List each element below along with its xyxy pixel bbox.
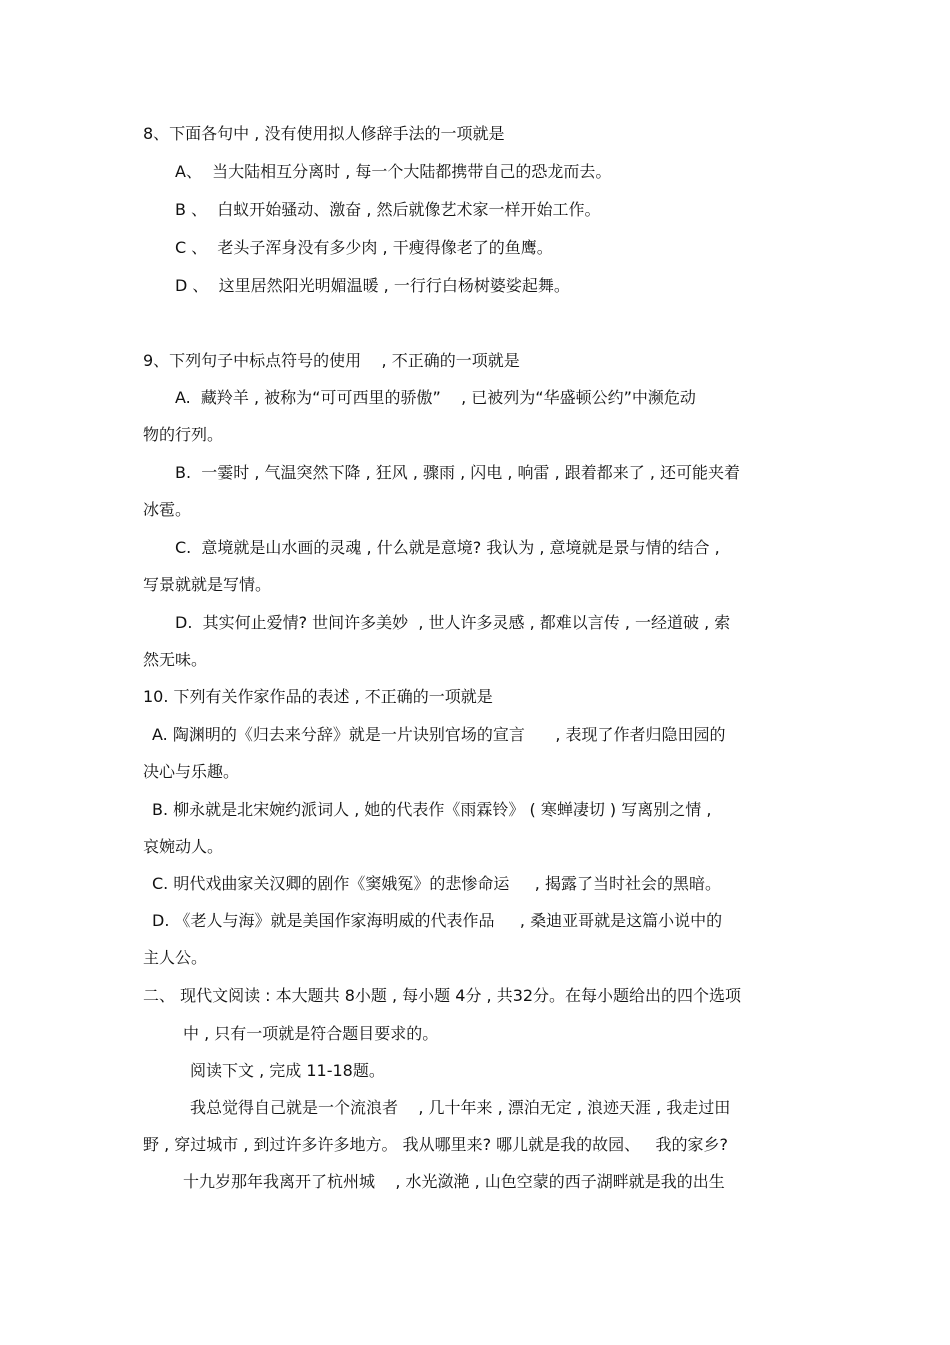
question-10-option-a: A. 陶渊明的《归去来兮辞》就是一片诀别官场的宣言 , 表现了作者归隐田园的 — [152, 725, 726, 744]
question-10-option-c: C. 明代戏曲家关汉卿的剧作《窦娥冤》的悲惨命运 , 揭露了当时社会的黑暗。 — [152, 874, 721, 893]
question-9-option-d: D. 其实何止爱情? 世间许多美妙 , 世人许多灵感 , 都难以言传 , 一经道破 , 索 — [175, 613, 731, 632]
question-9-option-a-cont: 物的行列。 — [143, 425, 224, 444]
question-10-stem: 10. 下列有关作家作品的表述 , 不正确的一项就是 — [143, 687, 493, 706]
section-2-heading: 二、 现代文阅读 : 本大题共 8小题 , 每小题 4分 , 共32分。在每小题给出的四个选项 — [143, 986, 742, 1005]
question-10-option-d: D. 《老人与海》就是美国作家海明威的代表作品 , 桑迪亚哥就是这篇小说中的 — [152, 911, 723, 930]
question-10-option-b: B. 柳永就是北宋婉约派词人 , 她的代表作《雨霖铃》 ( 寒蝉凄切 ) 写离别之情 , — [152, 800, 712, 819]
reading-instruction: 阅读下文 , 完成 11-18题。 — [190, 1061, 385, 1080]
passage-paragraph-1-cont: 野 , 穿过城市 , 到过许多许多地方。 我从哪里来? 哪儿就是我的故园、 我的家乡? — [143, 1135, 728, 1154]
question-8-stem: 8、下面各句中 , 没有使用拟人修辞手法的一项就是 — [143, 124, 505, 143]
question-9-option-a: A. 藏羚羊 , 被称为“可可西里的骄傲” , 已被列为“华盛顿公约”中濒危动 — [175, 388, 696, 407]
question-10-option-b-cont: 哀婉动人。 — [143, 837, 224, 856]
question-8-option-a: A、 当大陆相互分离时 , 每一个大陆都携带自己的恐龙而去。 — [175, 162, 612, 181]
question-8-option-c: C 、 老头子浑身没有多少肉 , 干瘦得像老了的鱼鹰。 — [175, 238, 553, 257]
question-9-option-b-cont: 冰雹。 — [143, 500, 192, 519]
question-9-option-b: B. 一霎时 , 气温突然下降 , 狂风 , 骤雨 , 闪电 , 响雷 , 跟着都来了 , 还可能夹着 — [175, 463, 741, 482]
question-10-option-d-cont: 主人公。 — [143, 948, 208, 967]
passage-paragraph-2: 十九岁那年我离开了杭州城 , 水光潋滟 , 山色空蒙的西子湖畔就是我的出生 — [183, 1172, 725, 1191]
section-2-heading-cont: 中 , 只有一项就是符合题目要求的。 — [183, 1024, 439, 1043]
question-9-option-c: C. 意境就是山水画的灵魂 , 什么就是意境? 我认为 , 意境就是景与情的结合 , — [175, 538, 720, 557]
question-9-option-d-cont: 然无味。 — [143, 650, 208, 669]
question-9-stem: 9、下列句子中标点符号的使用 , 不正确的一项就是 — [143, 351, 520, 370]
question-8-option-b: B 、 白蚁开始骚动、激奋 , 然后就像艺术家一样开始工作。 — [175, 200, 601, 219]
question-10-option-a-cont: 决心与乐趣。 — [143, 762, 240, 781]
question-9-option-c-cont: 写景就就是写情。 — [143, 575, 272, 594]
passage-paragraph-1: 我总觉得自己就是一个流浪者 , 几十年来 , 漂泊无定 , 浪迹天涯 , 我走过田 — [190, 1098, 731, 1117]
question-8-option-d: D 、 这里居然阳光明媚温暖 , 一行行白杨树婆娑起舞。 — [175, 276, 570, 295]
